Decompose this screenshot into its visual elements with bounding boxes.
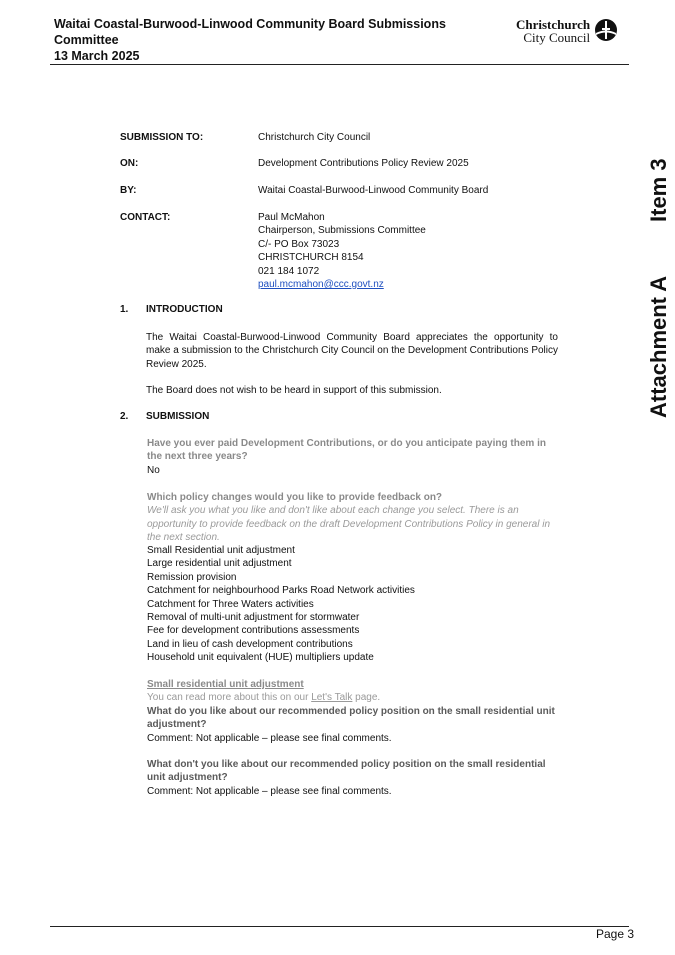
list-item: Large residential unit adjustment [147, 558, 292, 570]
sub-heading-small-residential: Small residential unit adjustment [147, 679, 304, 690]
selected-changes-list [147, 544, 415, 665]
section-2-heading: SUBMISSION [146, 411, 210, 422]
submission-to-value: Christchurch City Council [258, 132, 371, 143]
contact-po-box: C/- PO Box 73023 [258, 238, 340, 250]
question-3-text: What do you like about our recommended policy position on the small residential unit adjustment? [147, 705, 555, 731]
list-item: Fee for development contributions assessments [147, 625, 360, 637]
section-1-heading: INTRODUCTION [146, 304, 223, 315]
side-label [634, 150, 674, 420]
contact-label: CONTACT: [120, 212, 171, 223]
contact-city: CHRISTCHURCH 8154 [258, 252, 364, 264]
question-3-answer: Comment: Not applicable – please see final comments. [147, 732, 392, 744]
contact-details [258, 211, 558, 291]
list-item: Land in lieu of cash development contributions [147, 638, 353, 650]
logo-line-2: City Council [523, 30, 591, 45]
footer-divider [50, 926, 629, 927]
council-logo-text [516, 18, 590, 44]
list-item: Remission provision [147, 571, 237, 583]
document-header-date: 13 March 2025 [54, 49, 140, 63]
list-item: Removal of multi-unit adjustment for stormwater [147, 612, 360, 624]
contact-name: Paul McMahon [258, 212, 325, 223]
list-item: Catchment for neighbourhood Parks Road Network activities [147, 585, 415, 597]
question-1-answer: No [147, 464, 160, 476]
question-2-text: Which policy changes would you like to provide feedback on? [147, 492, 443, 503]
council-logo [516, 16, 618, 46]
question-1-text: Have you ever paid Development Contributions, or do you anticipate paying them in the next three years? [147, 438, 546, 463]
question-4-text: What don't you like about our recommended policy position on the small residential unit adjustment? [147, 759, 546, 784]
by-value: Waitai Coastal-Burwood-Linwood Community Board [258, 185, 489, 196]
cathedral-emblem-icon [594, 18, 618, 42]
intro-paragraph: The Waitai Coastal-Burwood-Linwood Community Board appreciates the opportunity to make a submission to the Christchurch City Council on the Development Contributions Policy Review 2025. [146, 332, 558, 370]
on-label: ON: [120, 158, 139, 169]
lets-talk-link[interactable]: Let's Talk [311, 692, 353, 704]
question-2-note: We'll ask you what you like and don't like about each change you select. There is an opportunity to provide feedback on the draft Development Contributions Policy in general in the next section. [147, 505, 551, 544]
contact-phone: 021 184 1072 [258, 265, 320, 277]
list-item: Catchment for Three Waters activities [147, 598, 314, 610]
question-4-answer: Comment: Not applicable – please see final comments. [147, 785, 392, 797]
section-1-number: 1. [120, 304, 129, 315]
question-policy-changes [147, 491, 562, 545]
by-label: BY: [120, 185, 137, 196]
question-paid-contributions [147, 437, 562, 477]
read-more-prefix: You can read more about this on our [147, 692, 312, 704]
read-more-line [147, 691, 562, 704]
logo-line-1: Christchurch [516, 17, 591, 32]
submission-to-label: SUBMISSION TO: [120, 132, 204, 143]
page-number: Page 3 [596, 927, 635, 941]
document-header-title: Waitai Coastal-Burwood-Linwood Community Board Submissions Committee [54, 17, 446, 47]
contact-email-link[interactable]: paul.mcmahon@ccc.govt.nz [258, 279, 384, 291]
list-item: Small Residential unit adjustment [147, 545, 295, 556]
side-label-item: Item 3 [646, 158, 671, 222]
small-residential-block [147, 678, 562, 745]
side-label-attachment: Attachment A [646, 275, 671, 418]
hearing-statement: The Board does not wish to be heard in support of this submission. [146, 385, 442, 396]
section-2-number: 2. [120, 411, 129, 422]
on-value: Development Contributions Policy Review 2025 [258, 158, 469, 169]
list-item: Household unit equivalent (HUE) multipliers update [147, 652, 374, 664]
read-more-suffix: page. [352, 692, 381, 704]
contact-role: Chairperson, Submissions Committee [258, 225, 426, 237]
header-divider [50, 64, 629, 65]
dislike-block [147, 758, 562, 798]
